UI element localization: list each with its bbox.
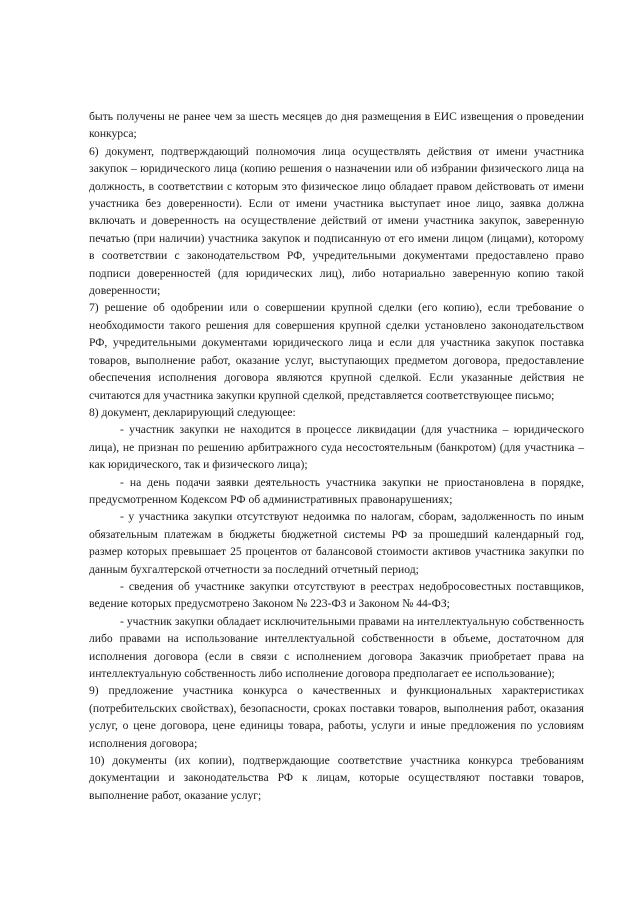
paragraph-item-10: 10) документы (их копии), подтверждающие соответствие участника конкурса требованиям документации и законодательства РФ к лицам, которые осуществляют поставки товаров, выполнение работ, оказание услуг;: [89, 754, 584, 802]
document-body: [89, 108, 584, 804]
declaration-item-liquidation: - участник закупки не находится в процессе ликвидации (для участника – юридического лица), не признан по решению арбитражного суда несостоятельным (банкротом) (для участника – как юридического, так и физического лица);: [89, 423, 584, 472]
paragraph-continuation: быть получены не ранее чем за шесть месяцев до дня размещения в ЕИС извещения о проведении конкурса;: [89, 110, 584, 141]
paragraph-item-6: 6) документ, подтверждающий полномочия лица осуществлять действия от имени участника закупок – юридического лица (копию решения о назначении или об избрании физического лица на должность, в соответствии с которым это физическое лицо обладает правом действовать от имени участника без доверенности). Если от имени участника выступает иное лицо, заявка должна включать и доверенность на осуществление действий от имени участника закупок, заверенную печатью (при наличии) участника закупок и подписанную от его имени лицом (лицами), которому в соответствии с законодательством РФ, учредительными документами предоставлено право подписи доверенностей (для юридических лиц), либо нотариально заверенную копию такой доверенности;: [89, 144, 584, 298]
declaration-item-suspension: - на день подачи заявки деятельность участника закупки не приостановлена в порядке, предусмотренном Кодексом РФ об административных правонарушениях;: [89, 475, 584, 506]
declaration-item-arrears: - у участника закупки отсутствуют недоимка по налогам, сборам, задолженность по иным обязательным платежам в бюджеты бюджетной системы РФ за прошедший календарный год, размер которых превышает 25 процентов от балансовой стоимости активов участника закупки по данным бухгалтерской отчетности за последний отчетный период;: [89, 510, 584, 576]
declaration-item-ip-rights: - участник закупки обладает исключительными правами на интеллектуальную собственность либо правами на использование интеллектуальной собственности в объеме, достаточном для исполнения договора (если в связи с исполнением договора Заказчик приобретает права на интеллектуальную собственность либо исполнение договора предполагает ее использование);: [89, 614, 584, 680]
paragraph-item-7: 7) решение об одобрении или о совершении крупной сделки (его копию), если требование о необходимости такого решения для совершения крупной сделки установлено законодательством РФ, учредительными документами юридического лица и если для участника закупок поставка товаров, выполнение работ, оказание услуг, выступающих предметом договора, предоставление обеспечения исполнения договора являются крупной сделкой. Если указанные действия не считаются для участника закупки крупной сделкой, представляется соответствующее письмо;: [89, 301, 584, 402]
paragraph-item-8: 8) документ, декларирующий следующее:: [89, 405, 296, 419]
paragraph-item-9: 9) предложение участника конкурса о качественных и функциональных характеристиках (потребительских свойствах), безопасности, сроках поставки товаров, выполнения работ, оказания услуг, о цене договора, цене единицы товара, работы, услуги и иные предложения по условиям исполнения договора;: [89, 684, 584, 750]
declaration-item-registry: - сведения об участнике закупки отсутствуют в реестрах недобросовестных поставщиков, ведение которых предусмотрено Законом № 223-ФЗ и Законом № 44-ФЗ;: [89, 579, 584, 611]
